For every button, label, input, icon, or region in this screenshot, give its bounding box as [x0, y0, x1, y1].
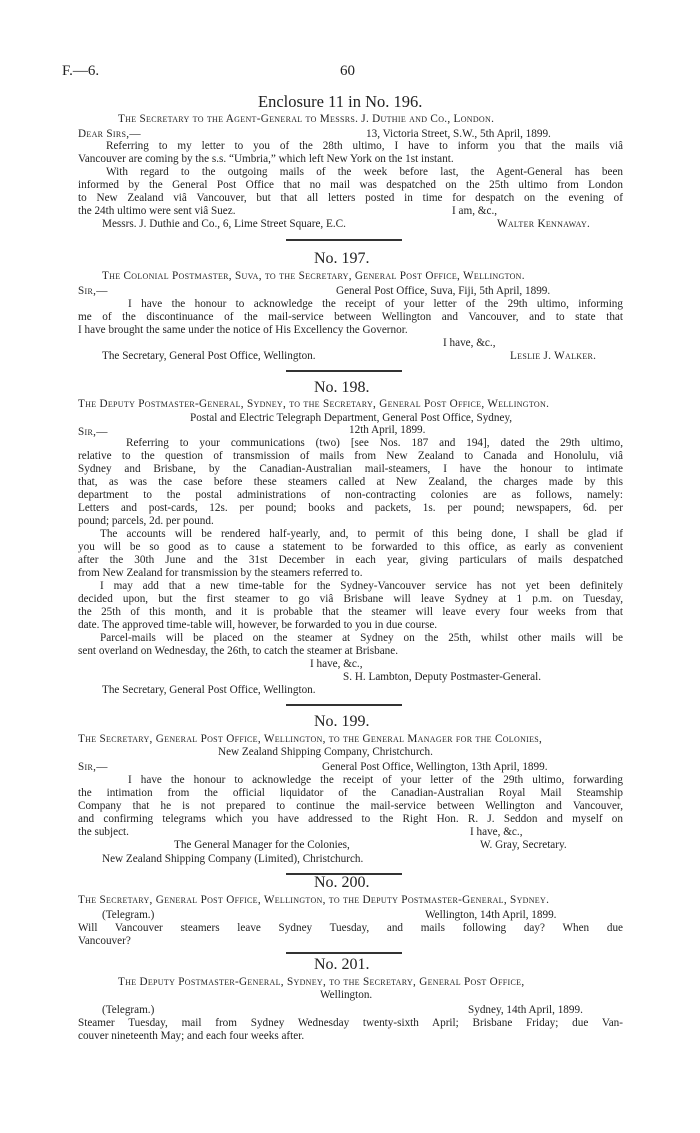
signature: W. Gray, Secretary.	[480, 839, 567, 851]
letter-heading: The Deputy Postmaster-General, Sydney, to the Secretary, General Post Office, Wellington.	[78, 398, 550, 410]
letter-heading: The Colonial Postmaster, Suva, to the Secretary, General Post Office, Wellington.	[102, 270, 525, 282]
body-line: I may add that a new time-table for the Sydney-Vancouver service has not yet been definitely	[100, 580, 623, 592]
letter-address-date: General Post Office, Wellington, 13th April, 1899.	[322, 761, 548, 773]
body-line: from New Zealand for transmission by the steamers referred to.	[78, 567, 363, 579]
section-divider	[286, 952, 402, 954]
body-line: relative to the question of transmission of mails from New Zealand to Canada and Honolulu, viâ	[78, 450, 623, 462]
letter-number: No. 197.	[314, 250, 370, 267]
salutation: Sir,—	[78, 285, 108, 297]
addressee: Messrs. J. Duthie and Co., 6, Lime Street Square, E.C.	[102, 218, 346, 230]
signature: Leslie J. Walker.	[510, 350, 597, 362]
letter-number: No. 200.	[314, 874, 370, 891]
salutation: Sir,—	[78, 761, 108, 773]
body-line: With regard to the outgoing mails of the week before last, the Agent-General has been	[106, 166, 623, 178]
body-line: Sydney and Brisbane, by the Canadian-Australian mail-steamers, I have the honour to intimate	[78, 463, 623, 475]
letter-heading-continued: Wellington.	[320, 989, 373, 1001]
body-line: the 24th ultimo were sent viâ Suez.	[78, 205, 236, 217]
document-reference: F.—6.	[62, 63, 100, 79]
body-line: you will be so good as to cause a statement to be forwarded to this office, as early as convenient	[78, 541, 623, 553]
addressee: The General Manager for the Colonies,	[174, 839, 350, 851]
letter-address-date: 13, Victoria Street, S.W., 5th April, 1899.	[366, 128, 551, 140]
body-line: sent overland on Wednesday, the 26th, to catch the steamer at Brisbane.	[78, 645, 399, 657]
body-line: I have the honour to acknowledge the receipt of your letter of the 29th ultimo, informing	[128, 298, 623, 310]
letter-address-date: Sydney, 14th April, 1899.	[468, 1004, 583, 1016]
body-line: and confirming telegrams which you have addressed to the Right Hon. R. J. Seddon and myself on	[78, 813, 623, 825]
closing: I have, &c.,	[443, 337, 496, 349]
letter-address-date: General Post Office, Suva, Fiji, 5th April, 1899.	[336, 285, 551, 297]
letter-heading-continued: New Zealand Shipping Company, Christchurch.	[218, 746, 433, 758]
body-line: I have brought the same under the notice of His Excellency the Governor.	[78, 324, 408, 336]
letter-number: No. 198.	[314, 379, 370, 396]
letter-heading: The Secretary to the Agent-General to Messrs. J. Duthie and Co., London.	[118, 113, 495, 125]
addressee-continued: New Zealand Shipping Company (Limited), Christchurch.	[102, 853, 364, 865]
page-number: 60	[340, 63, 355, 79]
letter-address: Postal and Electric Telegraph Department, General Post Office, Sydney,	[190, 412, 513, 424]
letter-number: No. 201.	[314, 956, 370, 973]
body-line: Letters and post-cards, 12s. per pound; books and packets, 1s. per pound; newspapers, 6d. per	[78, 502, 623, 514]
salutation: Dear Sirs,—	[78, 128, 141, 140]
letter-address-date: Wellington, 14th April, 1899.	[425, 909, 557, 921]
telegram-label: (Telegram.)	[102, 909, 155, 921]
closing: I am, &c.,	[452, 205, 498, 217]
body-line: the subject.	[78, 826, 129, 838]
body-line: Vancouver are coming by the s.s. “Umbria,” which left New York on the 1st instant.	[78, 153, 454, 165]
telegram-body: couver nineteenth May; and each four weeks after.	[78, 1030, 305, 1042]
body-line: pound; parcels, 2d. per pound.	[78, 515, 214, 527]
body-line: The accounts will be rendered half-yearly, and, to permit of this being done, I shall be glad if	[100, 528, 623, 540]
addressee: The Secretary, General Post Office, Wellington.	[102, 684, 316, 696]
telegram-body: Will Vancouver steamers leave Sydney Tuesday, and mails following day? When due	[78, 922, 623, 934]
body-line: Company that he is not prepared to continue the mail-service between Wellington and Vancouver,	[78, 800, 623, 812]
telegram-label: (Telegram.)	[102, 1004, 155, 1016]
letter-heading: The Secretary, General Post Office, Wellington, to the Deputy Postmaster-General, Sydney.	[78, 894, 550, 906]
body-line: decided upon, but the first steamer to go viâ Brisbane will leave Sydney at 1 p.m. on Tuesday,	[78, 593, 623, 605]
salutation: Sir,—	[78, 426, 108, 438]
body-line: me of the discontinuance of the mail-service between Wellington and Vancouver, and to state that	[78, 311, 623, 323]
body-line: Parcel-mails will be placed on the steamer at Sydney on the 25th, whilst other mails will be	[100, 632, 623, 644]
body-line: date. The approved time-table will, however, be forwarded to you in due course.	[78, 619, 438, 631]
section-divider	[286, 370, 402, 372]
body-line: I have the honour to acknowledge the receipt of your letter of the 29th ultimo, forwarding	[128, 774, 623, 786]
body-line: that, as was the case before these steamers called at New Zealand, the charges made by this	[78, 476, 623, 488]
body-line: the intimation from the official liquidator of the Canadian-Australian Royal Mail Steamship	[78, 787, 623, 799]
signature: Walter Kennaway.	[497, 218, 591, 230]
body-line: department to the postal administrations of non-contracting colonies are as follows, namely:	[78, 489, 623, 501]
body-line: Referring to my letter to you of the 28th ultimo, I have to inform you that the mails viâ	[106, 140, 623, 152]
telegram-body: Steamer Tuesday, mail from Sydney Wednesday twenty-sixth April; Brisbane Friday; due Van-	[78, 1017, 623, 1029]
closing: I have, &c.,	[310, 658, 363, 670]
body-line: Referring to your communications (two) [see Nos. 187 and 194], dated the 29th ultimo,	[126, 437, 623, 449]
body-line: informed by the General Post Office that no mail was despatched on the 25th ultimo from London	[78, 179, 623, 191]
body-line: after the 30th June and the 31st December in each year, giving particulars of mails despatched	[78, 554, 623, 566]
addressee: The Secretary, General Post Office, Wellington.	[102, 350, 316, 362]
body-line: the 25th of this month, and it is probable that the steamer will leave every four weeks from that	[78, 606, 623, 618]
letter-heading: The Deputy Postmaster-General, Sydney, to the Secretary, General Post Office,	[118, 976, 525, 988]
body-line: to New Zealand viâ Vancouver, but that all letters posted in time for despatch on the evening of	[78, 192, 623, 204]
letter-heading: The Secretary, General Post Office, Wellington, to the General Manager for the Colonies,	[78, 733, 543, 745]
letter-date: 12th April, 1899.	[349, 424, 426, 436]
section-divider	[286, 239, 402, 241]
section-divider	[286, 704, 402, 706]
closing: I have, &c.,	[470, 826, 523, 838]
letter-number: No. 199.	[314, 713, 370, 730]
telegram-body: Vancouver?	[78, 935, 131, 947]
enclosure-heading: Enclosure 11 in No. 196.	[258, 92, 423, 111]
signature: S. H. Lambton, Deputy Postmaster-General.	[343, 671, 542, 683]
